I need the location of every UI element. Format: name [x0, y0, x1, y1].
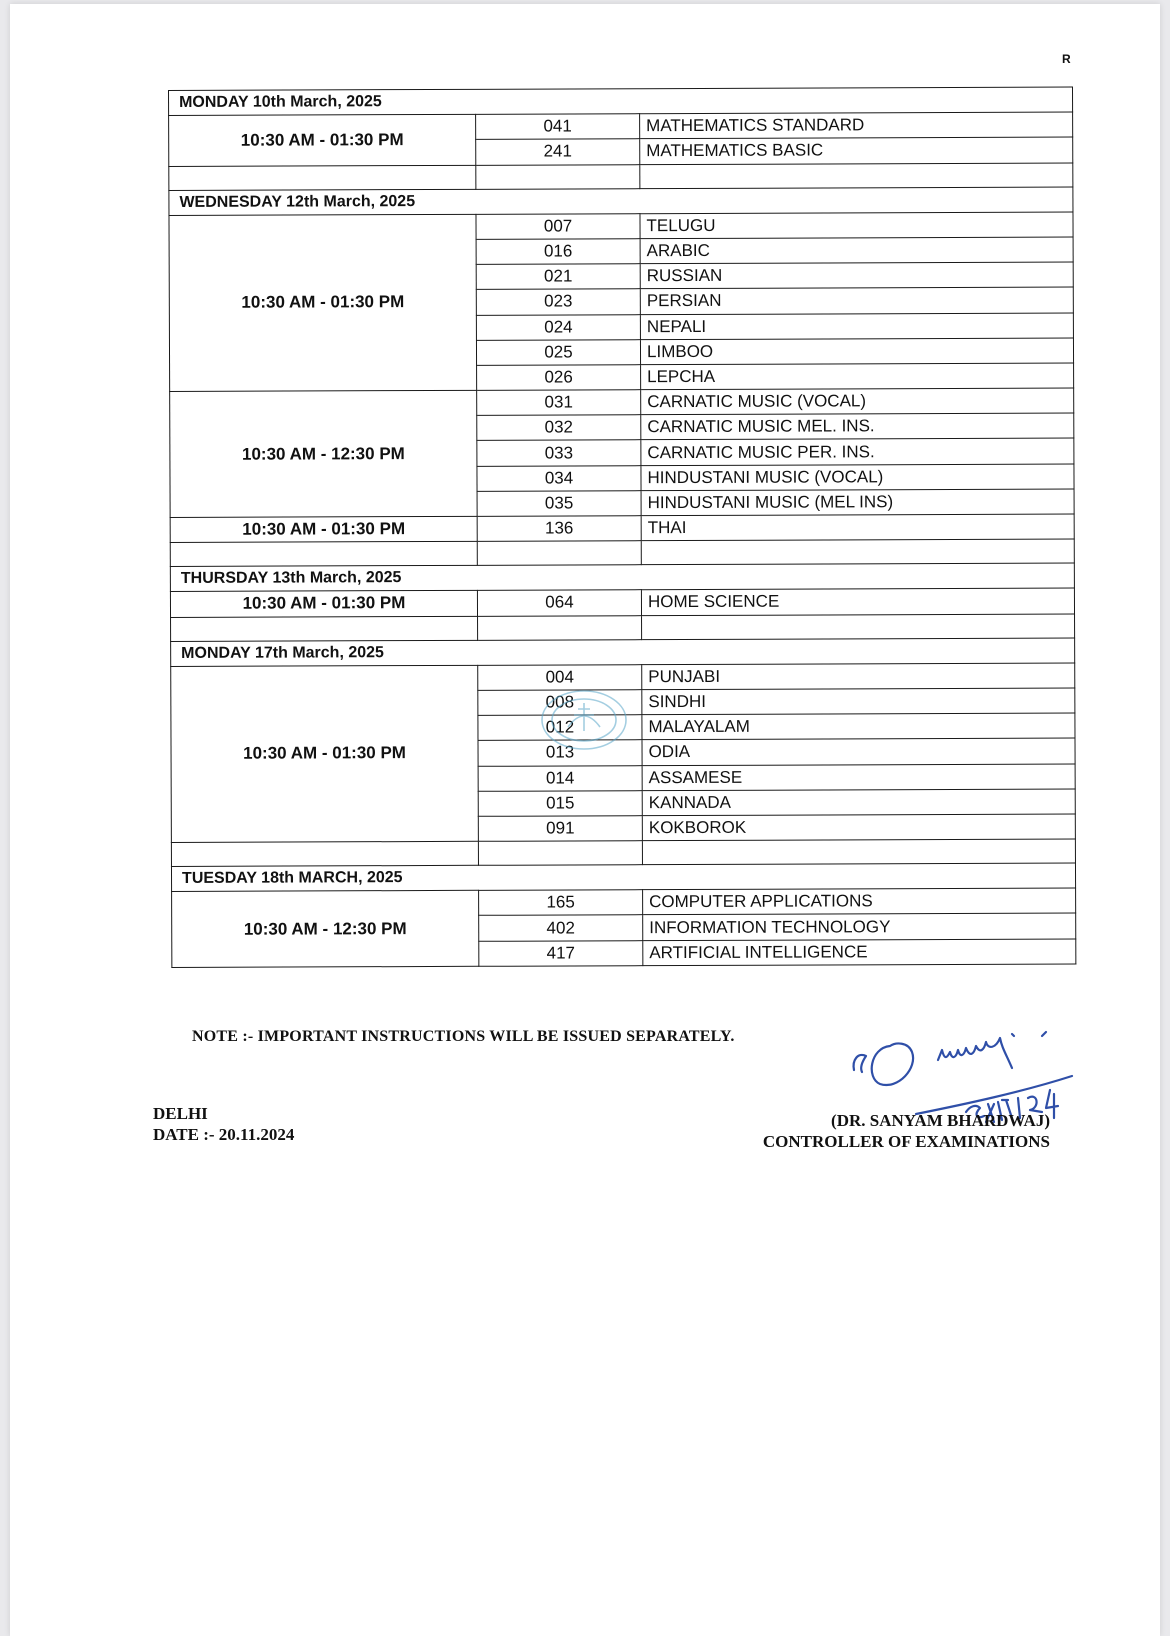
day-header: THURSDAY 13th March, 2025	[170, 563, 1074, 592]
subject-name: CARNATIC MUSIC PER. INS.	[641, 438, 1074, 465]
subject-code: 013	[478, 740, 642, 766]
subject-code: 035	[477, 490, 641, 516]
subject-code: 004	[478, 664, 642, 690]
day-header-row	[171, 638, 1075, 667]
time-slot: 10:30 AM - 01:30 PM	[170, 516, 477, 542]
subject-name: INFORMATION TECHNOLOGY	[643, 913, 1076, 940]
subject-row	[170, 588, 1074, 617]
spacer-cell	[478, 615, 642, 640]
subject-code: 032	[477, 415, 641, 441]
time-slot: 10:30 AM - 01:30 PM	[171, 665, 479, 842]
subject-name: KANNADA	[642, 789, 1075, 816]
subject-name: ASSAMESE	[642, 764, 1075, 791]
spacer-cell	[642, 839, 1075, 865]
subject-code: 008	[478, 690, 642, 716]
subject-code: 025	[476, 339, 640, 365]
subject-code: 031	[477, 390, 641, 416]
signatory-block	[763, 1110, 1050, 1152]
subject-code: 136	[477, 516, 641, 542]
subject-code: 241	[476, 139, 640, 165]
subject-name: ODIA	[642, 738, 1075, 765]
day-header-row	[169, 187, 1073, 216]
spacer-row	[171, 839, 1075, 866]
day-header: MONDAY 17th March, 2025	[171, 638, 1075, 667]
spacer-cell	[476, 164, 640, 189]
day-header: MONDAY 10th March, 2025	[169, 87, 1073, 116]
subject-name: MATHEMATICS BASIC	[640, 137, 1073, 164]
subject-name: LEPCHA	[641, 363, 1074, 390]
subject-name: CARNATIC MUSIC (VOCAL)	[641, 388, 1074, 415]
spacer-cell	[170, 542, 477, 567]
subject-name: RUSSIAN	[640, 262, 1073, 289]
subject-name: TELUGU	[640, 212, 1073, 239]
page-mark: R	[1062, 52, 1071, 66]
spacer-cell	[171, 841, 478, 866]
subject-code: 021	[476, 264, 640, 290]
subject-name: NEPALI	[640, 313, 1073, 340]
subject-code: 023	[476, 289, 640, 315]
subject-row	[170, 388, 1074, 417]
subject-name: KOKBOROK	[642, 814, 1075, 841]
time-slot: 10:30 AM - 01:30 PM	[169, 214, 477, 391]
place-date-block	[153, 1103, 294, 1145]
exam-schedule-table	[168, 87, 1076, 968]
subject-code: 064	[477, 590, 641, 616]
subject-code: 015	[478, 790, 642, 816]
place-text: DELHI	[153, 1104, 208, 1123]
subject-code: 007	[476, 213, 640, 239]
signature-date: 20/XI/24	[846, 1028, 850, 1029]
spacer-cell	[478, 841, 642, 866]
date-text: DATE :- 20.11.2024	[153, 1125, 295, 1144]
subject-row	[172, 888, 1076, 917]
subject-code: 041	[476, 114, 640, 140]
subject-code: 417	[479, 940, 643, 966]
subject-name: HOME SCIENCE	[641, 588, 1074, 615]
spacer-cell	[477, 541, 641, 566]
subject-code: 165	[479, 890, 643, 916]
spacer-row	[171, 614, 1075, 641]
time-slot: 10:30 AM - 12:30 PM	[172, 891, 479, 968]
subject-name: HINDUSTANI MUSIC (VOCAL)	[641, 464, 1074, 491]
subject-code: 033	[477, 440, 641, 466]
subject-name: ARABIC	[640, 237, 1073, 264]
spacer-cell	[642, 614, 1075, 640]
subject-name: THAI	[641, 514, 1074, 541]
subject-name: ARTIFICIAL INTELLIGENCE	[643, 939, 1076, 966]
subject-row	[170, 514, 1074, 543]
spacer-row	[170, 539, 1074, 566]
spacer-row	[169, 163, 1073, 190]
subject-name: PERSIAN	[640, 287, 1073, 314]
day-header: WEDNESDAY 12th March, 2025	[169, 187, 1073, 216]
subject-code: 402	[479, 915, 643, 941]
subject-code: 026	[477, 365, 641, 391]
spacer-cell	[171, 616, 478, 641]
time-slot: 10:30 AM - 01:30 PM	[170, 591, 477, 617]
subject-code: 012	[478, 715, 642, 741]
subject-name: MALAYALAM	[642, 713, 1075, 740]
time-slot: 10:30 AM - 01:30 PM	[169, 115, 476, 167]
signatory-name: (DR. SANYAM BHARDWAJ)	[831, 1111, 1050, 1130]
day-header-row	[171, 863, 1075, 892]
time-slot: 10:30 AM - 12:30 PM	[170, 390, 477, 517]
signatory-designation: CONTROLLER OF EXAMINATIONS	[762, 1132, 1050, 1151]
subject-name: COMPUTER APPLICATIONS	[643, 888, 1076, 915]
subject-row	[169, 212, 1073, 241]
subject-name: PUNJABI	[642, 663, 1075, 690]
subject-name: MATHEMATICS STANDARD	[640, 112, 1073, 139]
day-header: TUESDAY 18th MARCH, 2025	[171, 863, 1075, 892]
spacer-cell	[169, 165, 476, 190]
spacer-cell	[641, 539, 1074, 565]
subject-code: 016	[476, 239, 640, 265]
note-text: NOTE :- IMPORTANT INSTRUCTIONS WILL BE ISSUED SEPARATELY.	[192, 1028, 735, 1045]
spacer-cell	[640, 163, 1073, 189]
subject-row	[169, 112, 1073, 141]
subject-code: 091	[478, 816, 642, 842]
subject-name: HINDUSTANI MUSIC (MEL INS)	[641, 489, 1074, 516]
subject-code: 024	[476, 314, 640, 340]
subject-name: CARNATIC MUSIC MEL. INS.	[641, 413, 1074, 440]
day-header-row	[169, 87, 1073, 116]
subject-row	[171, 663, 1075, 692]
subject-code: 034	[477, 465, 641, 491]
subject-name: LIMBOO	[640, 338, 1073, 365]
document-page	[10, 4, 1160, 1636]
subject-code: 014	[478, 765, 642, 791]
day-header-row	[170, 563, 1074, 592]
subject-name: SINDHI	[642, 688, 1075, 715]
